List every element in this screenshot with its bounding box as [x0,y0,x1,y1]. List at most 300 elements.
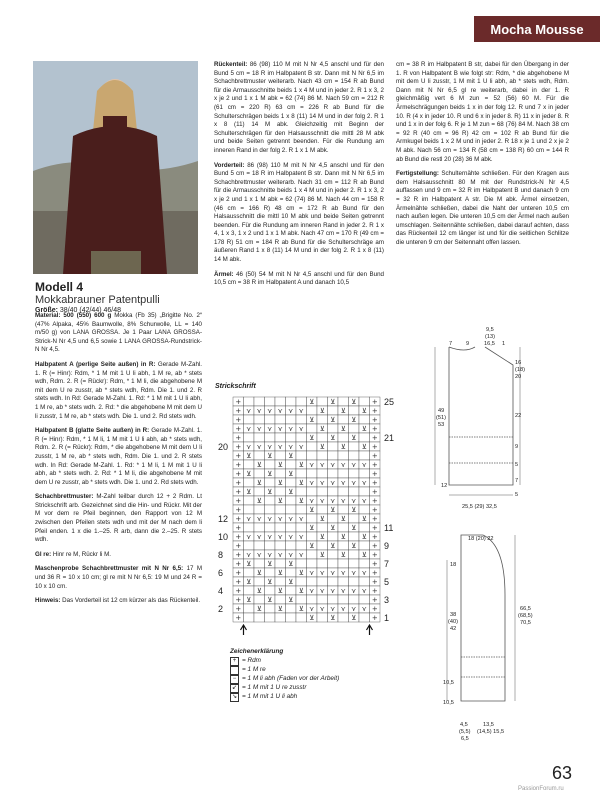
chart-cell [307,487,318,496]
legend-title: Zeichenerklärung [230,648,284,655]
chart-cell [328,577,339,586]
column-a [35,312,202,612]
dim-sleeve-40: (40) [448,619,458,625]
chart-cell [349,424,360,433]
chart-cell [254,415,265,424]
chart-cell [265,496,276,505]
chart-cell [307,532,318,541]
chart-cell [265,568,276,577]
chart-symbol: ⋎ [319,587,325,595]
chart-cell [244,397,255,406]
chart-symbol: ⋎ [340,479,346,487]
chart-symbol: + [371,461,378,469]
chart-cell [254,505,265,514]
chart-cell [349,595,360,604]
page-number: 63 [552,763,573,783]
chart-cell [349,577,360,586]
section-banner: Mocha Mousse [474,16,600,42]
chart-symbol: ⊻ [319,551,325,559]
chart-symbol: + [235,587,242,595]
chart-symbol: ⋎ [267,443,273,451]
chart-symbol: + [235,407,242,415]
chart-symbol: ⊻ [277,587,283,595]
dim-sleeve-68: (68,5) [518,613,533,619]
chart-cell [286,496,297,505]
chart-cell [328,469,339,478]
dim-h22: 22 [515,413,522,419]
col_b-paragraph: Vorderteil: 86 (98) 110 M mit N Nr 4,5 anschl und für den Bund 5 cm = 18 R im Halbpatent B str. Dann mit N Nr 6,5 im Schachbrettmuster weiterarb. Nach 31 cm = 112 R ab Bund für die Armausschnitte beids 1 x 4 M und in jeder 2. R 1 x 3, 2 x je 2 und 1 x 1 M abk = 62 (74) 86 M. Nach 44 cm = 158 R (46 cm = 166 R) 48 cm = 172 R ab Bund für den Halsausschnitt die mittl 10 M abk und beide Seiten getrennt beenden. Für die Rundung am inneren Rand in jeder 2. R 1 x 4, 1 x 3, 1 x 2 und 1 x 1 M abk. Nach 47 cm = 170 R (49 cm = 178 R) 51 cm = 184 R ab Bund für die Schulterschräge am äußeren Rand 1 x 8 (11) 14 M und in der folg 2. R 1 x 8 (11) 14 M abk. [214,161,384,264]
chart-cell [296,487,307,496]
legend-text: = 1 M re [242,665,266,673]
chart-symbol: ⊻ [267,470,273,478]
chart-symbol: + [371,605,378,613]
chart-cell [359,397,370,406]
chart-symbol: ⊻ [267,596,273,604]
chart-cell [244,613,255,622]
chart-symbol: ⊻ [309,434,315,442]
dim-sleeve-66: 66,5 [520,606,531,612]
chart-symbol: ⊻ [330,524,336,532]
dim-sleeve-55: (5,5) [459,729,471,735]
chart-cell [244,433,255,442]
row-label-left: 10 [218,531,229,542]
chart-cell [359,487,370,496]
chart-cell [296,469,307,478]
chart-symbol: ⋎ [361,569,367,577]
chart-cell [244,460,255,469]
col_c-paragraph: Fertigstellung: Schulternähte schließen. Für den Kragen aus dem Halsausschnitt 80 M mit der Rundstrick-N Nr 4,5 auffassen und 9 cm = 32 R im Halbpatent B und danach 9 cm = 32 R im Halbpatent A str. Die M abk. Ärmel einsetzen, Ärmelnähte schließen, dabei die Naht der unteren 10,5 cm nach außen legen. Die unteren 10,5 cm der Ärmel nach außen umschlagen. Seitennähte schließen, dabei darauf achten, dass das Rückenteil 12 cm länger ist und für die seitlichen Schlitze die unteren 9 cm der Seitennaht offen lassen. [396,170,569,246]
chart-cell [317,433,328,442]
chart-symbol: ⋎ [298,551,304,559]
chart-symbol: ⋎ [277,515,283,523]
row-label-right: 11 [384,522,394,533]
chart-symbol: ⋎ [361,497,367,505]
dim-n1: 1 [502,341,506,347]
chart-cell [359,415,370,424]
chart-symbol: ⋎ [246,533,252,541]
chart-symbol: ⊻ [298,479,304,487]
chart-symbol: ⋎ [330,479,336,487]
chart-symbol: ⊻ [267,452,273,460]
chart-cell [317,541,328,550]
dim-sleeve-105b: 10,5 [443,700,454,706]
chart-symbol: ⊻ [330,542,336,550]
legend-text: = 1 M mit 1 U re zusstr [242,683,307,691]
dim-h51: (51) [436,415,446,421]
chart-symbol: ⊻ [340,407,346,415]
chart-cell [286,478,297,487]
chart-symbol: ⊻ [351,542,357,550]
chart-symbol: ⋎ [246,551,252,559]
chart-symbol: ⋎ [256,533,262,541]
chart-cell [338,523,349,532]
chart-symbol: ⊻ [298,587,304,595]
row-label-left: 2 [218,603,224,614]
model-heading [35,280,160,314]
chart-cell [349,442,360,451]
chart-symbol: ⋎ [277,407,283,415]
chart-cell [286,568,297,577]
chart-symbol: + [235,452,242,460]
chart-symbol: ⊻ [298,569,304,577]
chart-symbol: + [371,533,378,541]
legend-text: = 1 M li abh (Faden vor der Arbeit) [242,674,340,682]
chart-symbol: + [371,470,378,478]
chart-cell [307,595,318,604]
legend-symbol [230,666,239,675]
chart-symbol: + [371,551,378,559]
chart-symbol: + [371,587,378,595]
chart-symbol: ⋎ [319,479,325,487]
chart-symbol: ⊻ [277,461,283,469]
chart-symbol: ⊻ [256,569,262,577]
col_a-paragraph: Hinweis: Das Vorderteil ist 12 cm kürzer als das Rückenteil. [35,597,201,605]
chart-cell [244,523,255,532]
col_a-paragraph: Schachbrettmuster: M-Zahl teilbar durch 12 + 2 Rdm. Lt Strickschrift arb. Gezeichnet sind die Hin- und Rückr. Mit der M vor dem re Pfeil beginnen, den Rapport von 12 M zwischen den Pfeilen stets wdh und mit der M nach dem li Pfeil enden. 1 x die 1.–25. R arb, dann die 2.–25. R stets wdh. [35,493,202,544]
chart-symbol: + [371,614,378,622]
col_a-paragraph: Halbpatent B (glatte Seite außen) in R: Gerade M-Zahl. 1. R (= Hinr): Rdm, * 1 M li, 1 M mit 1 U li abh, ab * stets wdh, Rdm. 2. R (= Rückr): Rdm, * die abgehobene M mit dem U li zusstr, 1 M re, ab * stets wdh, Rdm. Die 1. und 2. R stets wdh. In Rd: Gerade M-Zahl. 1. Rd: * 1 M li, 1 M mit 1 U li abh, ab * stets wdh. 2. Rd: * 1 M li, die abgehobene M mit dem U re zusstr, ab * stets wdh. Die 1. und 2. Rd stets wdh. [35,427,202,486]
chart-cell [338,577,349,586]
dim-h9: 9 [515,444,519,450]
chart-cell [307,469,318,478]
chart-cell [349,514,360,523]
chart-cell [286,460,297,469]
chart-symbol: ⊻ [330,398,336,406]
chart-cell [244,505,255,514]
chart-cell [275,559,286,568]
chart-cell [244,478,255,487]
model-size: Größe: 38/40 (42/44) 46/48 [35,307,122,314]
chart-symbol: + [371,416,378,424]
repeat-arrow [367,625,373,635]
dim-h49: 49 [438,408,445,414]
chart-symbol: ⊻ [340,515,346,523]
chart-symbol: ⊻ [351,434,357,442]
chart-cell [265,604,276,613]
chart-symbol: ⋎ [309,479,315,487]
chart-cell [338,559,349,568]
chart-cell [265,397,276,406]
chart-cell [275,415,286,424]
chart-symbol: ⋎ [256,407,262,415]
chart-cell [359,433,370,442]
chart-symbol: ⊻ [340,551,346,559]
chart-symbol: ⊻ [361,533,367,541]
chart-cell [359,451,370,460]
chart-symbol: + [235,542,242,550]
chart-symbol: ⊻ [246,452,252,460]
chart-symbol: + [235,416,242,424]
legend-item [230,675,339,684]
chart-symbol: ⋎ [246,443,252,451]
chart-symbol: ⋎ [340,587,346,595]
chart-symbol: ⊻ [319,407,325,415]
back-outline [449,347,513,485]
chart-symbol: ⊻ [330,614,336,622]
chart-symbol: + [235,425,242,433]
chart-cell [359,523,370,532]
dim-sh2: (18) [515,367,525,373]
chart-cell [296,397,307,406]
chart-cell [265,460,276,469]
chart-symbol: ⋎ [351,569,357,577]
chart-cell [244,415,255,424]
chart-symbol: ⊻ [319,443,325,451]
chart-cell [296,415,307,424]
chart-cell [359,613,370,622]
chart-cell [265,505,276,514]
row-label-right: 1 [384,612,390,623]
col_a-paragraph: Material: 500 (550) 600 g Mokka (Fb 35) „Brigitte No. 2“ (47% Alpaka, 45% Baumwolle, 8% Schurwolle, LL = 140 m/50 g) von LANA GROSSA. Je 1 Paar LANA GROSSA-Strick-N Nr 4,5 und 6,5 sowie 1 LANA GROSSA-Rundstrick-N Nr 4,5. [35,312,202,354]
legend-text: = Rdm [242,656,262,664]
chart-cell [286,586,297,595]
dim-n9: 9 [466,341,470,347]
chart-symbol: ⊻ [298,497,304,505]
chart-cell [265,433,276,442]
chart-symbol: ⊻ [277,497,283,505]
chart-symbol: + [235,614,242,622]
model-number: Modell 4 [35,280,84,294]
legend-item [230,693,339,702]
col_a-paragraph: Gl re: Hinr re M, Rückr li M. [35,550,111,558]
chart-symbol: ⊻ [256,605,262,613]
chart-cell [265,613,276,622]
chart-cell [338,505,349,514]
chart-symbol: ⋎ [267,407,273,415]
chart-cell [328,406,339,415]
chart-cell [286,523,297,532]
chart-cell [349,532,360,541]
chart-cell [307,559,318,568]
chart-cell [275,541,286,550]
dim-sleeve-135: 13,5 [483,722,494,728]
dim-sleeve-38: 38 [450,612,457,618]
chart-symbol: + [235,578,242,586]
chart-cell [317,487,328,496]
chart-symbol: ⊻ [319,533,325,541]
chart-symbol: ⊻ [309,524,315,532]
dim-sleeve-145: (14,5) 15,5 [477,729,505,735]
chart-cell [349,559,360,568]
chart-cell [349,550,360,559]
legend-symbol: − [230,675,239,684]
chart-cell [317,451,328,460]
chart-symbol: ⋎ [319,461,325,469]
chart-symbol: + [235,551,242,559]
chart-symbol: ⋎ [246,515,252,523]
chart-cell [349,469,360,478]
chart-symbol: + [371,434,378,442]
chart-symbol: ⋎ [340,569,346,577]
chart-symbol: ⊻ [267,560,273,568]
chart-cell [275,577,286,586]
chart-cell [296,433,307,442]
chart-symbol: ⊻ [361,515,367,523]
chart-symbol: + [371,425,378,433]
chart-cell [307,451,318,460]
chart-symbol: ⊻ [277,479,283,487]
chart-symbol: ⋎ [351,497,357,505]
col_a-paragraph: Maschenprobe Schachbrettmuster mit N Nr 6,5: 17 M und 36 R = 10 x 10 cm; gl re mit N Nr 6,5: 19 M und 24 R = 10 x 10 cm. [35,565,202,590]
chart-symbol: ⊻ [351,506,357,514]
chart-cell [275,487,286,496]
col_b-paragraph: Rückenteil: 86 (98) 110 M mit N Nr 4,5 anschl und für den Bund 5 cm = 18 R im Halbpatent B str. Dann mit N Nr 6,5 im Schachbrettmuster weiterarb. Nach 43 cm = 154 R ab Bund für die Armausschnitte beids 1 x 4 M und in jeder 2. R 1 x 3, 2 x je 2 und 1 x 1 M abk = 62 (74) 86 M. Nach 59 cm = 212 R (61 cm = 220 R) 63 cm = 226 R ab Bund für die Schulterschrägen beids 1 x 8 (11) 14 M und in der folg 2. R 1 x 8 (11) 14 M abk. Gleichzeitig mit Beginn der Schulterschrägen für den Halsausschnitt die mittl 28 M abk und beide Seiten getrennt beenden. Für die Rundung am inneren Rand in der folg 2. R 1 x 1 M abk. [214,61,384,154]
dim-h5: 5 [515,462,519,468]
chart-symbol: + [235,479,242,487]
chart-cell [307,424,318,433]
chart-symbol: ⊻ [288,488,294,496]
chart-symbol: + [371,524,378,532]
chart-symbol: + [235,506,242,514]
chart-symbol: + [371,407,378,415]
chart-cell [296,559,307,568]
dim-sleeve-top: 18 (20) 22 [468,536,494,542]
chart-symbol: ⋎ [340,497,346,505]
chart-symbol: ⋎ [288,425,294,433]
chart-symbol: ⊻ [246,578,252,586]
chart-symbol: + [371,542,378,550]
row-label-left: 4 [218,585,224,596]
chart-symbol: + [235,524,242,532]
chart-symbol: ⊻ [351,398,357,406]
chart-cell [317,505,328,514]
chart-symbol: ⋎ [361,605,367,613]
chart-cell [286,505,297,514]
chart-cell [286,397,297,406]
chart-cell [286,604,297,613]
chart-symbol: ⋎ [330,605,336,613]
chart-symbol: + [235,434,242,442]
row-label-right: 5 [384,576,390,587]
chart-symbol: ⊻ [319,515,325,523]
chart-cell [338,415,349,424]
chart-symbol: ⋎ [267,551,273,559]
chart-symbol: ⊻ [351,614,357,622]
chart-symbol: + [235,470,242,478]
chart-cell [296,505,307,514]
chart-cell [254,523,265,532]
chart-cell [244,496,255,505]
chart-cell [317,523,328,532]
chart-symbol: ⋎ [351,479,357,487]
chart-cell [244,568,255,577]
chart-symbol: + [235,398,242,406]
chart-cell [265,586,276,595]
chart-symbol: ⋎ [246,425,252,433]
chart-symbol: + [371,479,378,487]
chart-cell [359,577,370,586]
chart-cell [254,487,265,496]
chart-cell [338,451,349,460]
chart-symbol: ⊻ [246,488,252,496]
dim-sleeve-70: 70,5 [520,620,531,626]
model-name: Mokkabrauner Patentpulli [35,294,160,306]
chart-cell [328,451,339,460]
chart-cell [254,577,265,586]
chart-symbol: ⋎ [256,425,262,433]
chart-symbol: ⋎ [361,587,367,595]
chart-symbol: + [235,533,242,541]
chart-cell [317,469,328,478]
chart-symbol: + [235,515,242,523]
chart-symbol: ⋎ [277,425,283,433]
dim-h5b: 5 [515,492,519,498]
chart-cell [359,595,370,604]
site-watermark: PassionForum.ru [518,786,564,792]
chart-cell [244,604,255,613]
dim-sh3: 20 [515,374,522,380]
chart-symbol: ⊻ [309,542,315,550]
chart-symbol: ⊻ [277,569,283,577]
model-photo [33,61,198,274]
chart-cell [338,433,349,442]
chart-cell [338,397,349,406]
chart-cell [328,550,339,559]
chart-symbol: ⊻ [246,560,252,568]
chart-symbol: ⊻ [288,596,294,604]
chart-cell [317,415,328,424]
dim-sh: 16 [515,360,522,366]
chart-symbol: ⋎ [298,425,304,433]
row-label-right: 21 [384,432,395,443]
chart-cell [286,613,297,622]
chart-symbol: ⊻ [309,416,315,424]
chart-symbol: ⋎ [309,587,315,595]
chart-symbol: ⋎ [340,461,346,469]
chart-symbol: ⋎ [288,551,294,559]
legend-text: = 1 M mit 1 U li abh [242,692,298,700]
chart-cell [254,451,265,460]
chart-symbol: + [235,488,242,496]
chart-symbol: ⊻ [288,470,294,478]
sleeve-outline [461,535,505,701]
chart-cell [265,541,276,550]
chart-symbol: ⋎ [277,551,283,559]
chart-symbol: ⋎ [309,569,315,577]
dim-h12: 12 [441,483,448,489]
chart-symbol: ⊻ [361,425,367,433]
chart-cell [328,595,339,604]
chart-symbol: ⊻ [309,506,315,514]
chart-symbol: + [371,560,378,568]
chart-cell [265,415,276,424]
chart-cell [265,523,276,532]
row-label-right: 25 [384,396,395,407]
legend-item [230,657,339,666]
chart-cell [275,469,286,478]
chart-symbol: ⋎ [319,569,325,577]
chart-symbol: + [235,443,242,451]
chart-cell [307,577,318,586]
chart-cell [307,550,318,559]
chart-cell [317,595,328,604]
chart-cell [349,487,360,496]
chart-cell [328,532,339,541]
chart-symbol: ⋎ [298,515,304,523]
chart-symbol: + [371,506,378,514]
chart-symbol: + [235,596,242,604]
dim-neck: 9,5 [486,327,494,333]
chart-symbol: ⊻ [288,560,294,568]
chart-symbol: ⊻ [277,605,283,613]
chart-symbol: ⋎ [309,605,315,613]
chart-symbol: ⋎ [361,461,367,469]
chart-symbol: ⊻ [340,425,346,433]
chart-symbol: ⋎ [267,533,273,541]
chart-cell [328,514,339,523]
chart-symbol: + [235,569,242,577]
chart-symbol: ⋎ [351,587,357,595]
